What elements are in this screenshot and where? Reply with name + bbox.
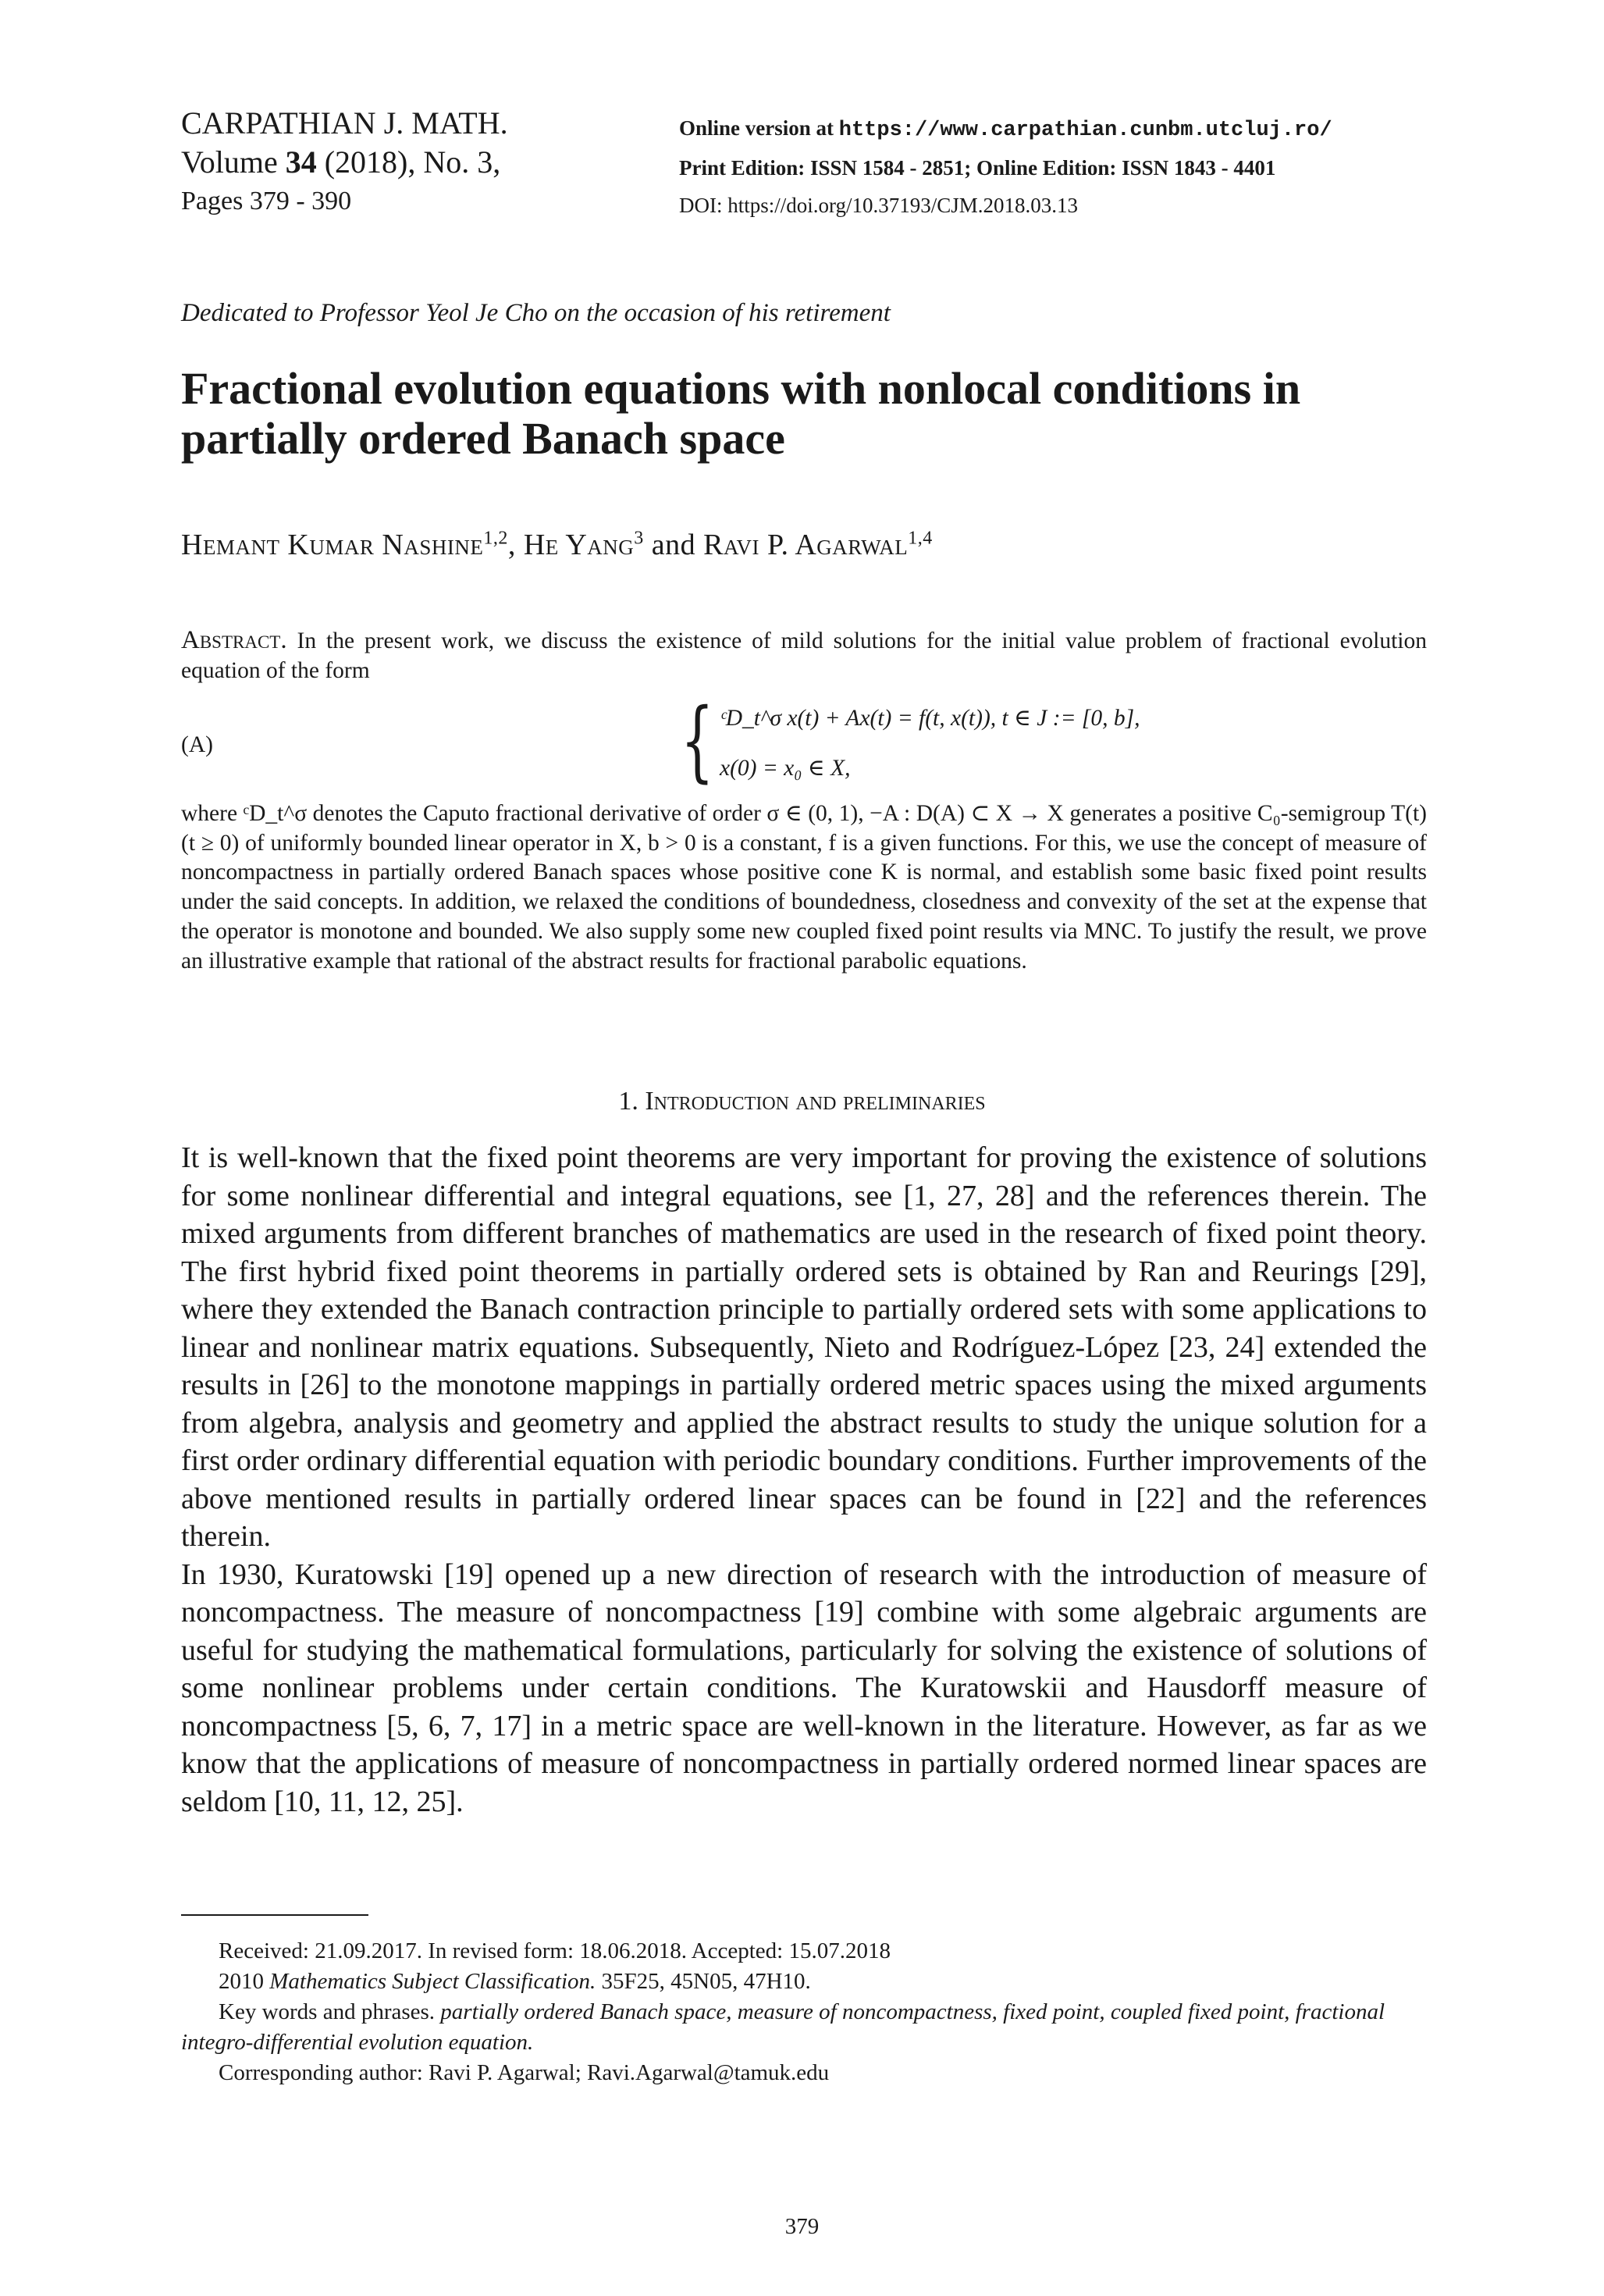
edition-info	[679, 109, 1332, 224]
author-2: He Yang	[523, 529, 635, 561]
page-number: 379	[784, 2214, 820, 2239]
left-brace: {	[681, 690, 714, 792]
paragraph: In 1930, Kuratowski [19] opened up a new direction of research with the introduction of measure of noncompactness. The measure of noncompactness [19] combine with some algebraic arguments are useful for studying the mathematical formulations, particularly for solving the existence of solutions of some nonlinear problems under certain conditions. The Kuratowskii and Hausdorff measure of noncompactness [5, 6, 7, 17] in a metric space are well-known in the literature. However, as far as we know that the applications of measure of noncompactness in partially ordered normed linear spaces are seldom [10, 11, 12, 25].	[181, 1557, 1427, 1818]
equation-line-2: x(0) = x₀ ∈ X,	[720, 756, 851, 781]
footnotes	[181, 1936, 1427, 2088]
equation-line-1: ᶜD_t^σ x(t) + Ax(t) = f(t, x(t)), t ∈ J := [0, b],	[720, 706, 1140, 731]
received-dates: Received: 21.09.2017. In revised form: 18.06.2018. Accepted: 15.07.2018	[219, 1938, 891, 1963]
issn-line: Print Edition: ISSN 1584 - 2851; Online Edition: ISSN 1843 - 4401	[679, 156, 1276, 180]
abstract-label: Abstract.	[181, 626, 287, 654]
body-text	[181, 1139, 1427, 1821]
journal-info	[181, 104, 508, 221]
author-list: Hemant Kumar Nashine$^{1,2}$, He Yang$^3$ and Ravi P. Agarwal$^{1,4}$	[181, 528, 933, 561]
doi-line[interactable]: DOI: https://doi.org/10.37193/CJM.2018.03.13	[679, 194, 1079, 217]
keywords: Key words and phrases. partially ordered Banach space, measure of noncompactness, fixed point, coupled fixed point, fractional integro-differential evolution equation.	[181, 1999, 1385, 2055]
abstract-intro: Abstract. In the present work, we discuss the existence of mild solutions for the initial value problem of fractional evolution equation of the form	[181, 626, 1427, 683]
author-3: Ravi P. Agarwal	[703, 529, 909, 561]
online-version: Online version at https://www.carpathian.cunbm.utcluj.ro/	[679, 116, 1332, 142]
corresponding-author: Corresponding author: Ravi P. Agarwal; Ravi.Agarwal@tamuk.edu	[219, 2060, 830, 2085]
equation-a	[181, 690, 1427, 792]
footnote-rule	[181, 1914, 368, 1916]
author-1: Hemant Kumar Nashine	[181, 529, 484, 561]
dedication: Dedicated to Professor Yeol Je Cho on the occasion of his retirement	[181, 299, 891, 327]
msc-classification: 2010 Mathematics Subject Classification. 35F25, 45N05, 47H10.	[219, 1969, 811, 1994]
journal-name: CARPATHIAN J. MATH.	[181, 105, 508, 141]
equation-tag: (A)	[181, 732, 213, 757]
paragraph: It is well-known that the fixed point theorems are very important for proving the existence of solutions for some nonlinear differential and integral equations, see [1, 27, 28] and the references therein. The mixed arguments from different branches of mathematics are used in the research of fixed point theory. The first hybrid fixed point theorems in partially ordered sets is obtained by Ran and Reurings [29], where they extended the Banach contraction principle to partially ordered sets with some applications to linear and nonlinear matrix equations. Subsequently, Nieto and Rodríguez-López [23, 24] extended the results in [26] to the monotone mappings in partially ordered metric spaces using the mixed arguments from algebra, analysis and geometry and applied the abstract results to study the unique solution for a first order ordinary differential equation with periodic boundary conditions. Further improvements of the above mentioned results in partially ordered linear spaces can be found in [22] and the references therein.	[181, 1141, 1427, 1553]
journal-pages: Pages 379 - 390	[181, 187, 352, 215]
section-heading: 1. Introduction and preliminaries	[618, 1087, 986, 1116]
abstract-body: where ᶜD_t^σ denotes the Caputo fractional derivative of order σ ∈ (0, 1), −A : D(A) ⊂ X → X generates a positive C₀-semigroup T(t)(t ≥ 0) of uniformly bounded linear operator in X, b > 0 is a constant, f is a given functions. For this, we use the concept of measure of noncompactness in partially ordered Banach spaces whose positive cone K is normal, and establish some basic fixed point results under the said concepts. In addition, we relaxed the conditions of boundedness, closedness and convexity of the set at the expense that the operator is monotone and bounded. We also supply some new coupled fixed point results via MNC. To justify the result, we prove an illustrative example that rational of the abstract results for fractional parabolic equations.	[181, 801, 1427, 974]
paper-title: Fractional evolution equations with nonlocal conditions in partially ordered Banach space	[181, 363, 1301, 464]
journal-volume: Volume 34 (2018), No. 3,	[181, 144, 501, 180]
online-url[interactable]: https://www.carpathian.cunbm.utcluj.ro/	[838, 119, 1332, 142]
